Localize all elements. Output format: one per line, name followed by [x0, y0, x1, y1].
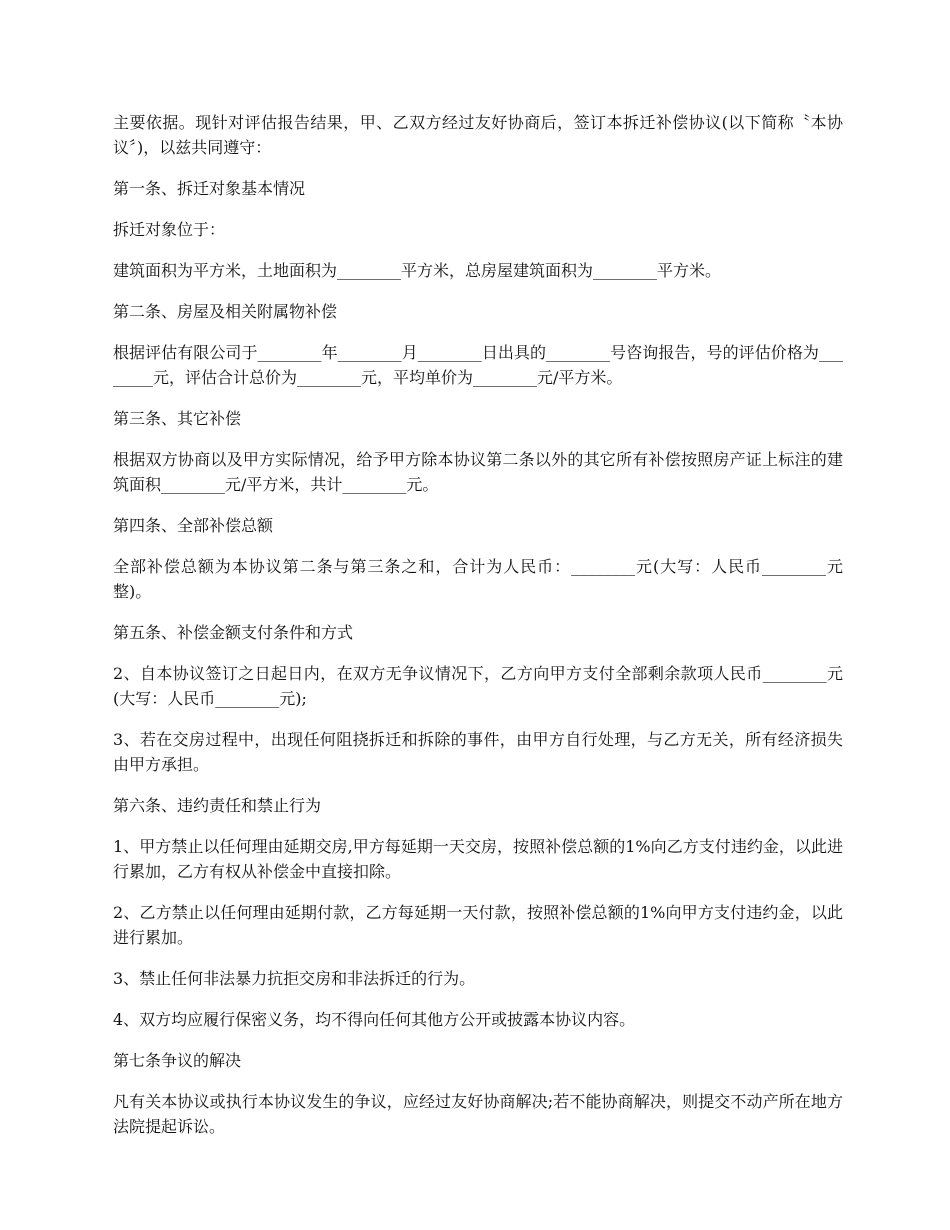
article-4-heading: 第四条、全部补偿总额 [113, 516, 274, 535]
article-2-heading: 第二条、房屋及相关附属物补偿 [113, 302, 338, 321]
article-6-heading: 第六条、违约责任和禁止行为 [113, 796, 322, 815]
paragraph-intro: 主要依据。现针对评估报告结果，甲、乙双方经过友好协商后，签订本拆迁补偿协议(以下简称〝本协议〞)，以兹共同遵守： [113, 113, 843, 157]
document-page [113, 110, 843, 1155]
paragraph-breach-2: 2、乙方禁止以任何理由延期付款，乙方每延期一天付款，按照补偿总额的1%向甲方支付违约金，以此进行累加。 [113, 903, 843, 947]
paragraph-breach-3: 3、禁止任何非法暴力抗拒交房和非法拆迁的行为。 [113, 969, 476, 988]
paragraph-payment-3: 3、若在交房过程中，出现任何阻挠拆迁和拆除的事件，由甲方自行处理，与乙方无关，所有经济损失由甲方承担。 [113, 730, 843, 774]
paragraph-other-compensation: 根据双方协商以及甲方实际情况，给予甲方除本协议第二条以外的其它所有补偿按照房产证上标注的建筑面积________元/平方米，共计________元。 [113, 450, 843, 494]
article-5-heading: 第五条、补偿金额支付条件和方式 [113, 623, 354, 642]
paragraph-breach-1: 1、甲方禁止以任何理由延期交房,甲方每延期一天交房，按照补偿总额的1%向乙方支付违约金，以此进行累加，乙方有权从补偿金中直接扣除。 [113, 837, 843, 881]
paragraph-location: 拆迁对象位于： [113, 220, 226, 239]
article-7-heading: 第七条争议的解决 [113, 1051, 242, 1070]
paragraph-payment-2: 2、自本协议签订之日起日内，在双方无争议情况下，乙方向甲方支付全部剩余款项人民币________元(大写：人民币________元); [113, 664, 843, 708]
paragraph-total-compensation: 全部补偿总额为本协议第二条与第三条之和，合计为人民币：________元(大写：人民币________元整)。 [113, 557, 843, 601]
paragraph-appraisal: 根据评估有限公司于________年________月________日出具的________号咨询报告，号的评估价格为________元，评估合计总价为________元，平均单价为________元/平方米。 [113, 343, 843, 387]
paragraph-area: 建筑面积为平方米，土地面积为________平方米，总房屋建筑面积为________平方米。 [113, 261, 722, 280]
article-3-heading: 第三条、其它补偿 [113, 409, 242, 428]
paragraph-dispute: 凡有关本协议或执行本协议发生的争议，应经过友好协商解决;若不能协商解决，则提交不动产所在地方法院提起诉讼。 [113, 1092, 843, 1136]
paragraph-breach-4: 4、双方均应履行保密义务，均不得向任何其他方公开或披露本协议内容。 [113, 1010, 636, 1029]
article-1-heading: 第一条、拆迁对象基本情况 [113, 179, 306, 198]
